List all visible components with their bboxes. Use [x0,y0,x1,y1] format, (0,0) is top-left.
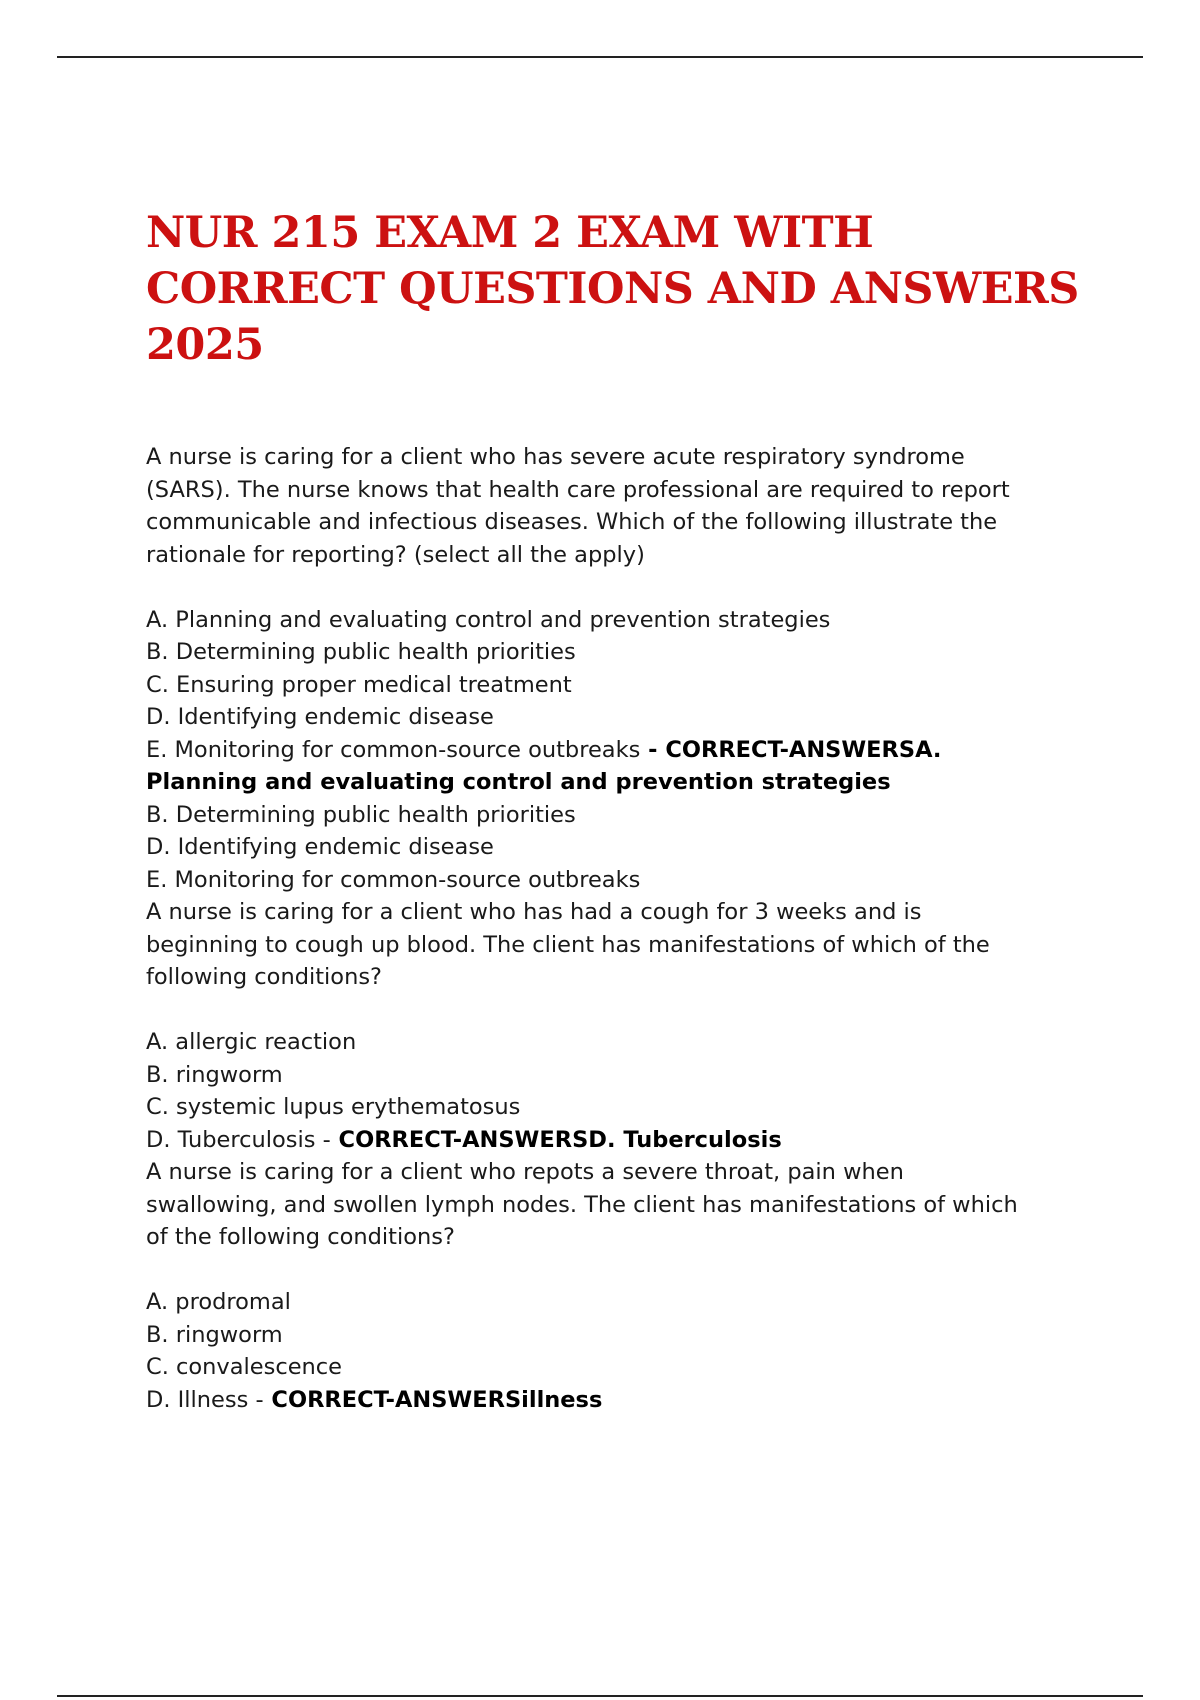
document-body [146,205,1106,1416]
correct-answer: - CORRECT-ANSWERSA. [640,736,942,763]
question-stem-line: swallowing, and swollen lymph nodes. The client has manifestations of which [146,1191,1018,1218]
question-stem-line: A nurse is caring for a client who repots a severe throat, pain when [146,1159,904,1185]
answer-option: D. Tuberculosis - [146,1126,331,1153]
answer-option: B. ringworm [146,1061,283,1088]
document-title [146,205,1106,373]
correct-answer-continuation: Planning and evaluating control and prevention strategies [146,769,891,795]
question-stem-line: A nurse is caring for a client who has severe acute respiratory syndrome [146,444,965,470]
answer-extra-line: D. Identifying endemic disease [146,834,494,860]
question-stem-line: A nurse is caring for a client who has had a cough for 3 weeks and is [146,899,922,925]
title-line: CORRECT QUESTIONS AND ANSWERS [146,264,1079,314]
answer-option: A. prodromal [146,1289,291,1315]
answer-option: E. Monitoring for common-source outbreaks [146,736,641,763]
answer-option: B. ringworm [146,1321,283,1348]
answer-option-with-answer [146,1384,1106,1417]
question-stem-line: communicable and infectious diseases. Which of the following illustrate the [146,509,998,535]
question-stem-line: (SARS). The nurse knows that health care professional are required to report [146,476,1010,503]
answer-option: B. Determining public health priorities [146,639,576,665]
bottom-rule [57,1695,1143,1697]
question-stem-line: rationale for reporting? (select all the apply) [146,541,645,568]
correct-answer: CORRECT-ANSWERSD. Tuberculosis [330,1126,782,1153]
answer-option: C. systemic lupus erythematosus [146,1094,521,1120]
answer-option-with-answer [146,1124,1106,1157]
question-block-1 [146,441,1106,896]
answer-option: D. Identifying endemic disease [146,704,494,730]
title-line: 2025 [146,320,264,370]
question-stem-line: of the following conditions? [146,1224,455,1250]
question-block-3 [146,1156,1106,1416]
answer-option: D. Illness - [146,1386,264,1413]
question-block-2 [146,896,1106,1156]
answer-extra-line: B. Determining public health priorities [146,801,576,828]
answer-option: C. Ensuring proper medical treatment [146,671,572,698]
spacer [146,571,1106,604]
answer-option-with-answer [146,734,1106,767]
question-stem-line: following conditions? [146,964,382,990]
answer-extra-line: E. Monitoring for common-source outbreaks [146,866,641,893]
answer-option: A. allergic reaction [146,1029,357,1055]
top-rule [57,56,1143,58]
question-stem-line: beginning to cough up blood. The client has manifestations of which of the [146,931,990,958]
correct-answer: CORRECT-ANSWERSillness [263,1386,603,1413]
answer-option: C. convalescence [146,1354,343,1380]
spacer [146,1254,1106,1287]
spacer [146,994,1106,1027]
title-line: NUR 215 EXAM 2 EXAM WITH [146,208,874,258]
answer-option: A. Planning and evaluating control and prevention strategies [146,606,831,633]
